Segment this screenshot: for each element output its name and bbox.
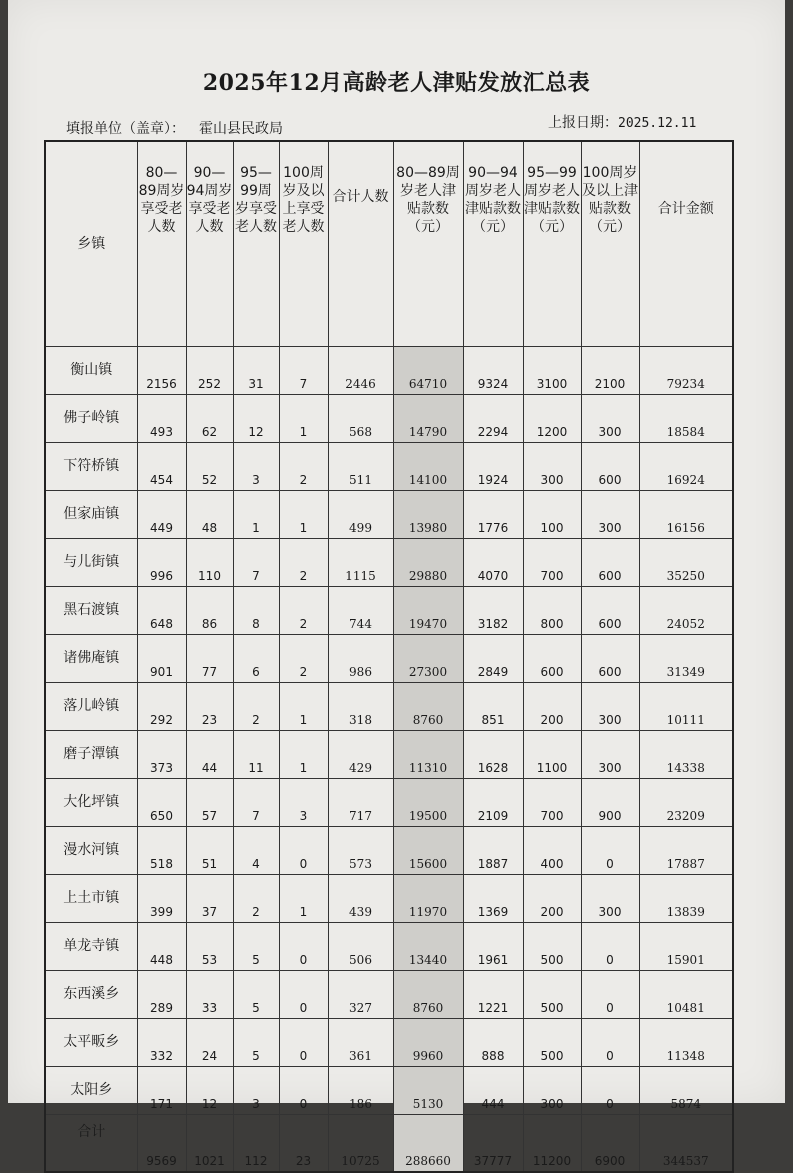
table-row [45, 395, 733, 443]
total-people-cell: 361 [328, 1019, 393, 1067]
count-100-plus-cell: 0 [279, 827, 328, 875]
header-town: 乡镇 [45, 141, 137, 347]
count-80-89-cell: 449 [137, 491, 186, 539]
count-90-94-cell: 23 [186, 683, 233, 731]
table-row [45, 587, 733, 635]
count-90-94-cell: 57 [186, 779, 233, 827]
count-95-99-cell: 3 [233, 443, 279, 491]
count-95-99-cell: 3 [233, 1067, 279, 1115]
amount-95-99-cell: 500 [523, 971, 581, 1019]
count-95-99-cell: 112 [233, 1115, 279, 1173]
table-row [45, 443, 733, 491]
count-80-89-cell: 289 [137, 971, 186, 1019]
table-row [45, 1067, 733, 1115]
count-95-99-cell: 5 [233, 1019, 279, 1067]
town-name-cell: 磨子潭镇 [45, 731, 137, 779]
report-date [548, 112, 696, 132]
town-name-cell: 东西溪乡 [45, 971, 137, 1019]
total-people-cell: 744 [328, 587, 393, 635]
report-date-label: 上报日期： [548, 115, 618, 131]
amount-80-89-cell: 9960 [393, 1019, 463, 1067]
total-amount-cell: 16156 [639, 491, 733, 539]
total-amount-cell: 17887 [639, 827, 733, 875]
count-95-99-cell: 4 [233, 827, 279, 875]
filing-unit-label: 填报单位（盖章）： [66, 121, 185, 137]
amount-90-94-cell: 37777 [463, 1115, 523, 1173]
count-80-89-cell: 399 [137, 875, 186, 923]
header-amount-90-94: 90—94周岁老人津贴款数（元） [463, 141, 523, 347]
town-name-cell: 衡山镇 [45, 347, 137, 395]
count-95-99-cell: 7 [233, 539, 279, 587]
amount-100-plus-cell: 0 [581, 923, 639, 971]
total-amount-cell: 13839 [639, 875, 733, 923]
amount-80-89-cell: 13440 [393, 923, 463, 971]
total-amount-cell: 16924 [639, 443, 733, 491]
amount-100-plus-cell: 0 [581, 971, 639, 1019]
count-95-99-cell: 12 [233, 395, 279, 443]
count-90-94-cell: 48 [186, 491, 233, 539]
amount-95-99-cell: 1100 [523, 731, 581, 779]
count-95-99-cell: 8 [233, 587, 279, 635]
count-90-94-cell: 86 [186, 587, 233, 635]
town-name-cell: 落儿岭镇 [45, 683, 137, 731]
count-80-89-cell: 493 [137, 395, 186, 443]
count-100-plus-cell: 7 [279, 347, 328, 395]
amount-100-plus-cell: 600 [581, 539, 639, 587]
total-amount-cell: 10481 [639, 971, 733, 1019]
amount-100-plus-cell: 300 [581, 683, 639, 731]
amount-80-89-cell: 64710 [393, 347, 463, 395]
count-90-94-cell: 44 [186, 731, 233, 779]
count-80-89-cell: 648 [137, 587, 186, 635]
amount-90-94-cell: 1369 [463, 875, 523, 923]
table-row [45, 635, 733, 683]
amount-80-89-cell: 19470 [393, 587, 463, 635]
count-95-99-cell: 1 [233, 491, 279, 539]
total-amount-cell: 344537 [639, 1115, 733, 1173]
amount-95-99-cell: 11200 [523, 1115, 581, 1173]
amount-95-99-cell: 500 [523, 1019, 581, 1067]
count-100-plus-cell: 1 [279, 731, 328, 779]
count-90-94-cell: 24 [186, 1019, 233, 1067]
amount-95-99-cell: 200 [523, 683, 581, 731]
count-95-99-cell: 2 [233, 683, 279, 731]
amount-95-99-cell: 800 [523, 587, 581, 635]
count-80-89-cell: 332 [137, 1019, 186, 1067]
count-80-89-cell: 171 [137, 1067, 186, 1115]
amount-95-99-cell: 700 [523, 779, 581, 827]
count-80-89-cell: 518 [137, 827, 186, 875]
amount-100-plus-cell: 0 [581, 1067, 639, 1115]
total-people-cell: 986 [328, 635, 393, 683]
amount-100-plus-cell: 300 [581, 731, 639, 779]
amount-80-89-cell: 29880 [393, 539, 463, 587]
amount-90-94-cell: 1961 [463, 923, 523, 971]
count-100-plus-cell: 23 [279, 1115, 328, 1173]
count-90-94-cell: 110 [186, 539, 233, 587]
header-count-80-89: 80—89周岁享受老人数 [137, 141, 186, 347]
total-people-cell: 573 [328, 827, 393, 875]
total-amount-cell: 23209 [639, 779, 733, 827]
count-80-89-cell: 2156 [137, 347, 186, 395]
amount-100-plus-cell: 0 [581, 1019, 639, 1067]
total-row [45, 1115, 733, 1173]
amount-80-89-cell: 11970 [393, 875, 463, 923]
amount-90-94-cell: 3182 [463, 587, 523, 635]
table-row [45, 347, 733, 395]
amount-95-99-cell: 1200 [523, 395, 581, 443]
amount-90-94-cell: 1221 [463, 971, 523, 1019]
header-count-95-99: 95—99周岁享受老人数 [233, 141, 279, 347]
count-100-plus-cell: 2 [279, 443, 328, 491]
table-row [45, 827, 733, 875]
amount-100-plus-cell: 900 [581, 779, 639, 827]
count-100-plus-cell: 1 [279, 683, 328, 731]
amount-80-89-cell: 8760 [393, 683, 463, 731]
total-amount-cell: 5874 [639, 1067, 733, 1115]
total-amount-cell: 79234 [639, 347, 733, 395]
header-amount-100-plus: 100周岁及以上津贴款数（元） [581, 141, 639, 347]
amount-95-99-cell: 300 [523, 443, 581, 491]
header-amount-80-89: 80—89周岁老人津贴款数（元） [393, 141, 463, 347]
amount-90-94-cell: 1924 [463, 443, 523, 491]
count-80-89-cell: 901 [137, 635, 186, 683]
count-95-99-cell: 11 [233, 731, 279, 779]
total-people-cell: 568 [328, 395, 393, 443]
document-title: 2025年12月高龄老人津贴发放汇总表 [202, 70, 591, 96]
count-100-plus-cell: 1 [279, 875, 328, 923]
count-95-99-cell: 31 [233, 347, 279, 395]
count-90-94-cell: 52 [186, 443, 233, 491]
amount-80-89-cell: 15600 [393, 827, 463, 875]
table-row [45, 779, 733, 827]
amount-80-89-cell: 11310 [393, 731, 463, 779]
table-row [45, 731, 733, 779]
count-95-99-cell: 7 [233, 779, 279, 827]
total-people-cell: 10725 [328, 1115, 393, 1173]
amount-90-94-cell: 2849 [463, 635, 523, 683]
table-row [45, 971, 733, 1019]
count-95-99-cell: 2 [233, 875, 279, 923]
count-80-89-cell: 292 [137, 683, 186, 731]
total-people-cell: 186 [328, 1067, 393, 1115]
header-total-people: 合计人数 [328, 141, 393, 347]
total-amount-cell: 31349 [639, 635, 733, 683]
town-name-cell: 诸佛庵镇 [45, 635, 137, 683]
filing-unit [66, 118, 283, 138]
summary-table [44, 140, 734, 1173]
total-amount-cell: 15901 [639, 923, 733, 971]
count-95-99-cell: 5 [233, 971, 279, 1019]
count-100-plus-cell: 1 [279, 491, 328, 539]
amount-90-94-cell: 851 [463, 683, 523, 731]
amount-90-94-cell: 1887 [463, 827, 523, 875]
town-name-cell: 太阳乡 [45, 1067, 137, 1115]
amount-90-94-cell: 9324 [463, 347, 523, 395]
table-row [45, 1019, 733, 1067]
count-80-89-cell: 448 [137, 923, 186, 971]
amount-90-94-cell: 1628 [463, 731, 523, 779]
town-name-cell: 单龙寺镇 [45, 923, 137, 971]
count-100-plus-cell: 0 [279, 923, 328, 971]
amount-90-94-cell: 2109 [463, 779, 523, 827]
amount-80-89-cell: 27300 [393, 635, 463, 683]
total-amount-cell: 10111 [639, 683, 733, 731]
amount-95-99-cell: 100 [523, 491, 581, 539]
amount-100-plus-cell: 300 [581, 395, 639, 443]
amount-95-99-cell: 200 [523, 875, 581, 923]
total-people-cell: 429 [328, 731, 393, 779]
count-80-89-cell: 996 [137, 539, 186, 587]
amount-80-89-cell: 14100 [393, 443, 463, 491]
count-100-plus-cell: 2 [279, 635, 328, 683]
header-count-100-plus: 100周岁及以上享受老人数 [279, 141, 328, 347]
count-90-94-cell: 51 [186, 827, 233, 875]
amount-80-89-cell: 19500 [393, 779, 463, 827]
amount-80-89-cell: 288660 [393, 1115, 463, 1173]
town-name-cell: 佛子岭镇 [45, 395, 137, 443]
count-100-plus-cell: 2 [279, 587, 328, 635]
table-row [45, 491, 733, 539]
count-100-plus-cell: 0 [279, 1019, 328, 1067]
table-row [45, 539, 733, 587]
amount-100-plus-cell: 300 [581, 875, 639, 923]
filing-unit-name: 霍山县民政局 [199, 121, 283, 137]
count-100-plus-cell: 0 [279, 1067, 328, 1115]
count-90-94-cell: 33 [186, 971, 233, 1019]
amount-100-plus-cell: 2100 [581, 347, 639, 395]
total-people-cell: 511 [328, 443, 393, 491]
total-people-cell: 499 [328, 491, 393, 539]
total-amount-cell: 11348 [639, 1019, 733, 1067]
count-95-99-cell: 5 [233, 923, 279, 971]
table-body [45, 347, 733, 1173]
amount-95-99-cell: 500 [523, 923, 581, 971]
total-people-cell: 318 [328, 683, 393, 731]
amount-100-plus-cell: 600 [581, 635, 639, 683]
amount-100-plus-cell: 300 [581, 491, 639, 539]
count-90-94-cell: 252 [186, 347, 233, 395]
count-100-plus-cell: 3 [279, 779, 328, 827]
amount-80-89-cell: 14790 [393, 395, 463, 443]
amount-90-94-cell: 888 [463, 1019, 523, 1067]
town-name-cell: 大化坪镇 [45, 779, 137, 827]
report-date-value: 2025.12.11 [618, 116, 697, 131]
amount-90-94-cell: 2294 [463, 395, 523, 443]
total-amount-cell: 14338 [639, 731, 733, 779]
count-90-94-cell: 53 [186, 923, 233, 971]
amount-80-89-cell: 8760 [393, 971, 463, 1019]
town-name-cell: 漫水河镇 [45, 827, 137, 875]
amount-100-plus-cell: 600 [581, 587, 639, 635]
amount-100-plus-cell: 6900 [581, 1115, 639, 1173]
header-total-amount: 合计金额 [639, 141, 733, 347]
count-100-plus-cell: 0 [279, 971, 328, 1019]
table-row [45, 923, 733, 971]
count-80-89-cell: 650 [137, 779, 186, 827]
amount-95-99-cell: 700 [523, 539, 581, 587]
town-name-cell: 但家庙镇 [45, 491, 137, 539]
town-name-cell: 上土市镇 [45, 875, 137, 923]
amount-95-99-cell: 3100 [523, 347, 581, 395]
town-name-cell: 合计 [45, 1115, 137, 1173]
amount-90-94-cell: 1776 [463, 491, 523, 539]
table-row [45, 683, 733, 731]
header-count-90-94: 90—94周岁享受老人数 [186, 141, 233, 347]
total-people-cell: 2446 [328, 347, 393, 395]
total-people-cell: 327 [328, 971, 393, 1019]
count-80-89-cell: 454 [137, 443, 186, 491]
count-80-89-cell: 9569 [137, 1115, 186, 1173]
count-100-plus-cell: 2 [279, 539, 328, 587]
amount-90-94-cell: 444 [463, 1067, 523, 1115]
header-amount-95-99: 95—99周岁老人津贴款数（元） [523, 141, 581, 347]
amount-100-plus-cell: 0 [581, 827, 639, 875]
total-people-cell: 439 [328, 875, 393, 923]
amount-100-plus-cell: 600 [581, 443, 639, 491]
total-amount-cell: 18584 [639, 395, 733, 443]
total-people-cell: 1115 [328, 539, 393, 587]
town-name-cell: 黑石渡镇 [45, 587, 137, 635]
table-row [45, 875, 733, 923]
table-header [45, 141, 733, 347]
town-name-cell: 与儿街镇 [45, 539, 137, 587]
total-amount-cell: 35250 [639, 539, 733, 587]
count-80-89-cell: 373 [137, 731, 186, 779]
count-90-94-cell: 37 [186, 875, 233, 923]
count-100-plus-cell: 1 [279, 395, 328, 443]
town-name-cell: 下符桥镇 [45, 443, 137, 491]
count-90-94-cell: 1021 [186, 1115, 233, 1173]
amount-80-89-cell: 5130 [393, 1067, 463, 1115]
count-90-94-cell: 77 [186, 635, 233, 683]
amount-95-99-cell: 400 [523, 827, 581, 875]
town-name-cell: 太平畈乡 [45, 1019, 137, 1067]
amount-95-99-cell: 300 [523, 1067, 581, 1115]
count-90-94-cell: 12 [186, 1067, 233, 1115]
total-people-cell: 717 [328, 779, 393, 827]
total-people-cell: 506 [328, 923, 393, 971]
count-90-94-cell: 62 [186, 395, 233, 443]
amount-90-94-cell: 4070 [463, 539, 523, 587]
total-amount-cell: 24052 [639, 587, 733, 635]
amount-95-99-cell: 600 [523, 635, 581, 683]
count-95-99-cell: 6 [233, 635, 279, 683]
amount-80-89-cell: 13980 [393, 491, 463, 539]
